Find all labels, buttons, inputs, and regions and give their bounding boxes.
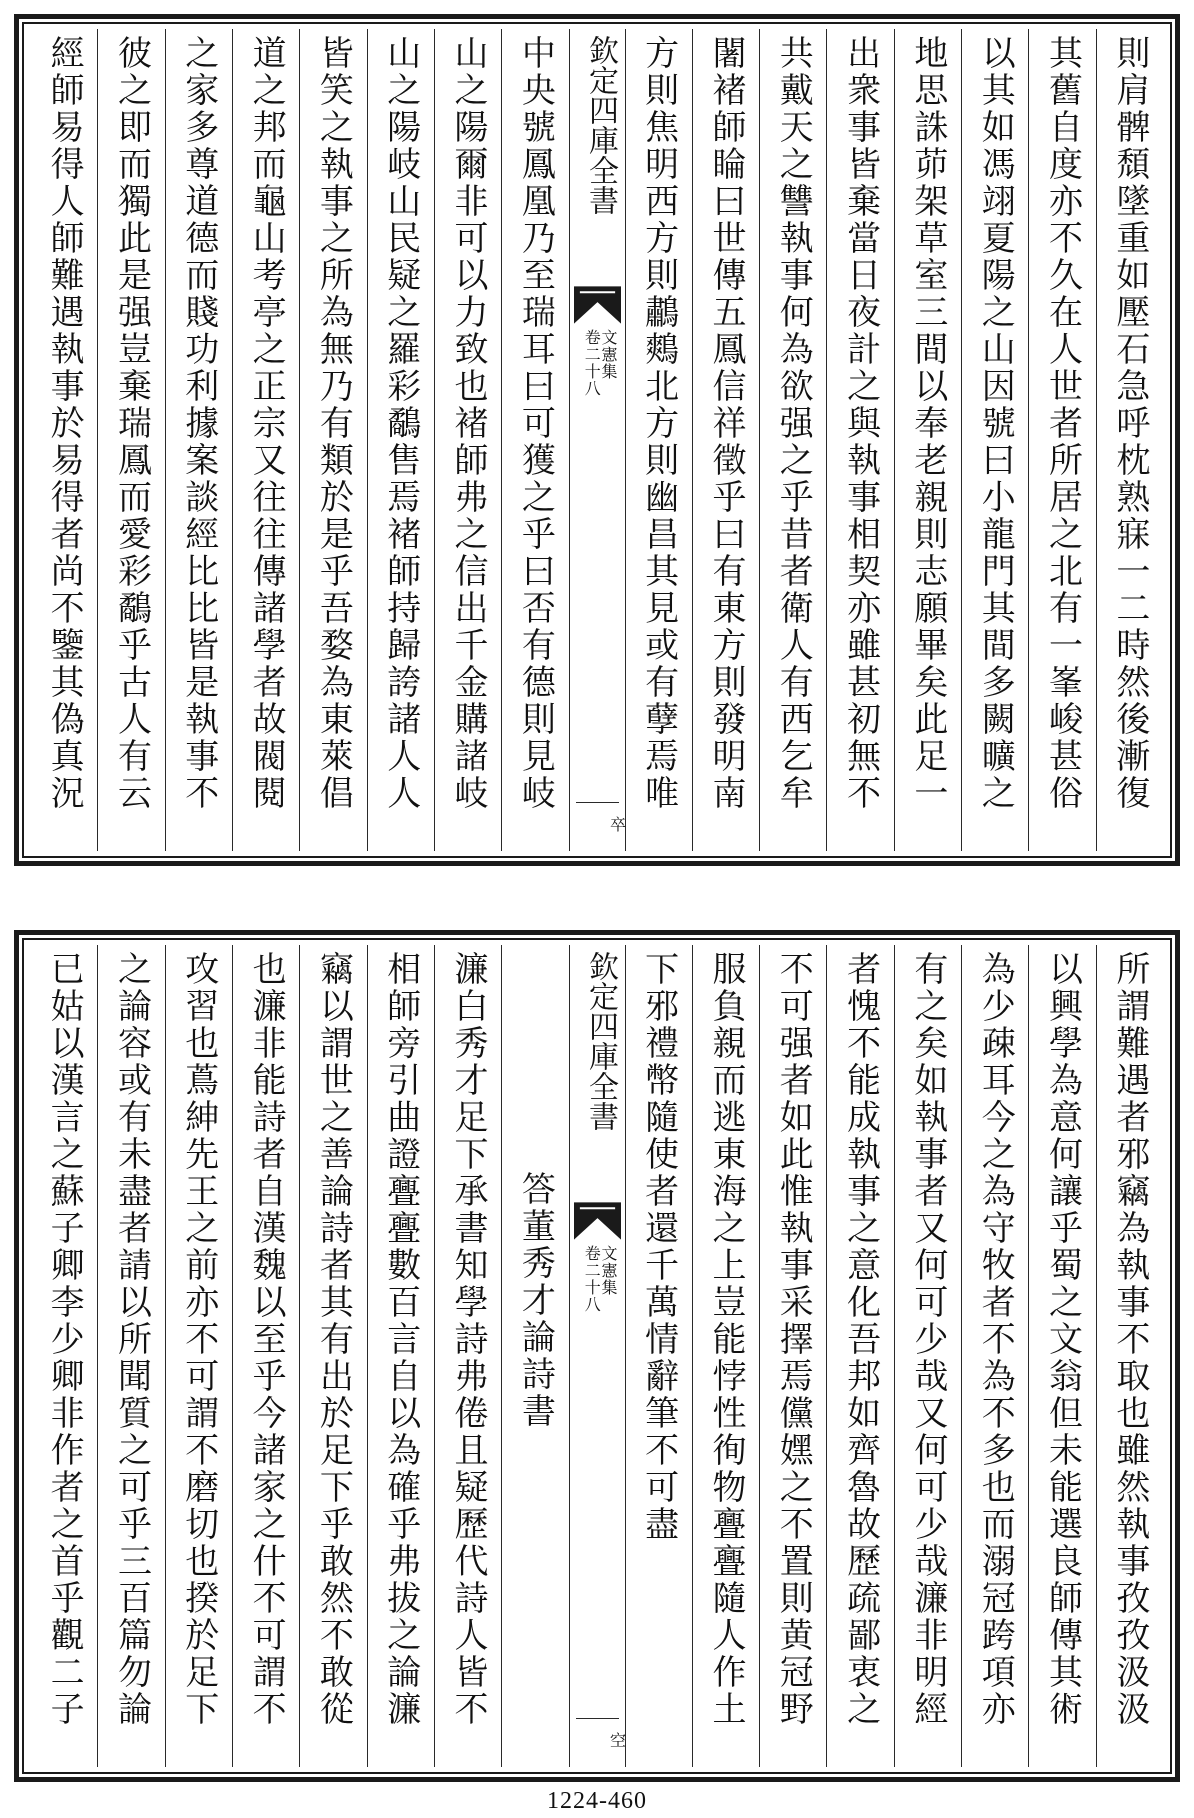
text-column: 共戴天之讐執事何為欲强之乎昔者衛人有西乞牟 — [759, 29, 826, 851]
text-column: 方則焦明西方則鷫鷞北方則幽昌其見或有孽焉唯 — [625, 29, 692, 851]
text-column: 皆笑之執事之所為無乃有類於是乎吾婺為東萊倡 — [299, 29, 366, 851]
text-column: 服負親而逃東海之上豈能悖性徇物亹亹隨人作土 — [692, 945, 759, 1767]
text-column: 濂白秀才足下承書知學詩弗倦且疑歷代詩人皆不 — [434, 945, 501, 1767]
text-column: 為少疎耳今之為守牧者不為不多也而溺冠跨項亦 — [961, 945, 1028, 1767]
divider — [576, 802, 619, 803]
text-column: 經師易得人師難遇執事於易得者尚不鑒其偽真況 — [44, 35, 85, 812]
page-number: 空 — [607, 1732, 627, 1751]
book-title: 欽定四庫全書 — [583, 951, 618, 1131]
page-number: 卒 — [607, 816, 627, 835]
text-column: 竊以謂世之善論詩者其有出於足下乎敢然不敢從 — [299, 945, 366, 1767]
text-column: 道之邦而龜山考亭之正宗又往往傳諸學者故閥閱 — [232, 29, 299, 851]
text-column: 其舊自度亦不久在人世者所居之北有一峯峻甚俗 — [1028, 29, 1095, 851]
collection-volume: 文憲集 卷二十八 — [582, 1245, 618, 1313]
text-column: 不可强者如此惟執事采擇焉儻嫼之不置則黄冠野 — [759, 945, 826, 1767]
text-column: 之論容或有未盡者請以所聞質之可乎三百篇勿論 — [97, 945, 164, 1767]
book-title: 欽定四庫全書 — [583, 35, 618, 215]
text-column: 中央號鳳凰乃至瑞耳曰可獲之乎曰否有德則見岐 — [501, 29, 568, 851]
center-fold — [569, 29, 625, 851]
center-fold — [569, 945, 625, 1767]
bottom-page — [14, 930, 1180, 1782]
text-column: 以興學為意何讓乎蜀之文翁但未能選良師傳其術 — [1028, 945, 1095, 1767]
text-column: 闍褚師睔曰世傳五鳳信祥徵乎曰有東方則發明南 — [692, 29, 759, 851]
collection-volume: 文憲集 卷二十八 — [582, 329, 618, 397]
top-page-frame — [31, 29, 1163, 851]
top-page — [14, 14, 1180, 866]
text-column: 已姑以漢言之蘇子卿李少卿非作者之首乎觀二子 — [44, 951, 85, 1728]
fish-tail-mark-icon — [574, 1200, 621, 1242]
text-column: 山之陽爾非可以力致也褚師弗之信出千金購諸岐 — [434, 29, 501, 851]
letter-heading: 答董秀才論詩書 — [501, 945, 568, 1767]
catalog-code: 1224-460 — [547, 1788, 647, 1814]
text-column: 以其如馮翊夏陽之山因號曰小龍門其間多闕曠之 — [961, 29, 1028, 851]
text-column: 攻習也蔦紳先王之前亦不可謂不磨切也揆於足下 — [165, 945, 232, 1767]
text-column: 有之矣如執事者又何可少哉又何可少哉濂非明經 — [894, 945, 961, 1767]
text-column: 者愧不能成執事之意化吾邦如齊魯故歷疏鄙衷之 — [826, 945, 893, 1767]
divider — [576, 1718, 619, 1719]
text-column: 出衆事皆棄當日夜計之與執事相契亦雖甚初無不 — [826, 29, 893, 851]
text-column: 下邪禮幣隨使者還千萬情辭筆不可盡 — [625, 945, 692, 1767]
text-column: 之家多尊道德而賤功利據案談經比比皆是執事不 — [165, 29, 232, 851]
text-column: 所謂難遇者邪竊為執事不取也雖然執事孜孜汲汲 — [1096, 945, 1163, 1767]
text-column: 也濂非能詩者自漢魏以至乎今諸家之什不可謂不 — [232, 945, 299, 1767]
text-column: 地思誅茆架草室三間以奉老親則志願畢矣此足一 — [894, 29, 961, 851]
fish-tail-mark-icon — [574, 284, 621, 326]
text-column: 則肩髀頹墜重如壓石急呼枕熟寐一二時然後漸復 — [1096, 29, 1163, 851]
text-column: 彼之即而獨此是强豈棄瑞鳳而愛彩鷸乎古人有云 — [97, 29, 164, 851]
text-column: 山之陽岐山民疑之羅彩鷸售焉褚師持歸誇諸人人 — [367, 29, 434, 851]
text-column: 相師旁引曲證亹亹數百言自以為確乎弗拔之論濂 — [367, 945, 434, 1767]
bottom-page-frame — [31, 945, 1163, 1767]
